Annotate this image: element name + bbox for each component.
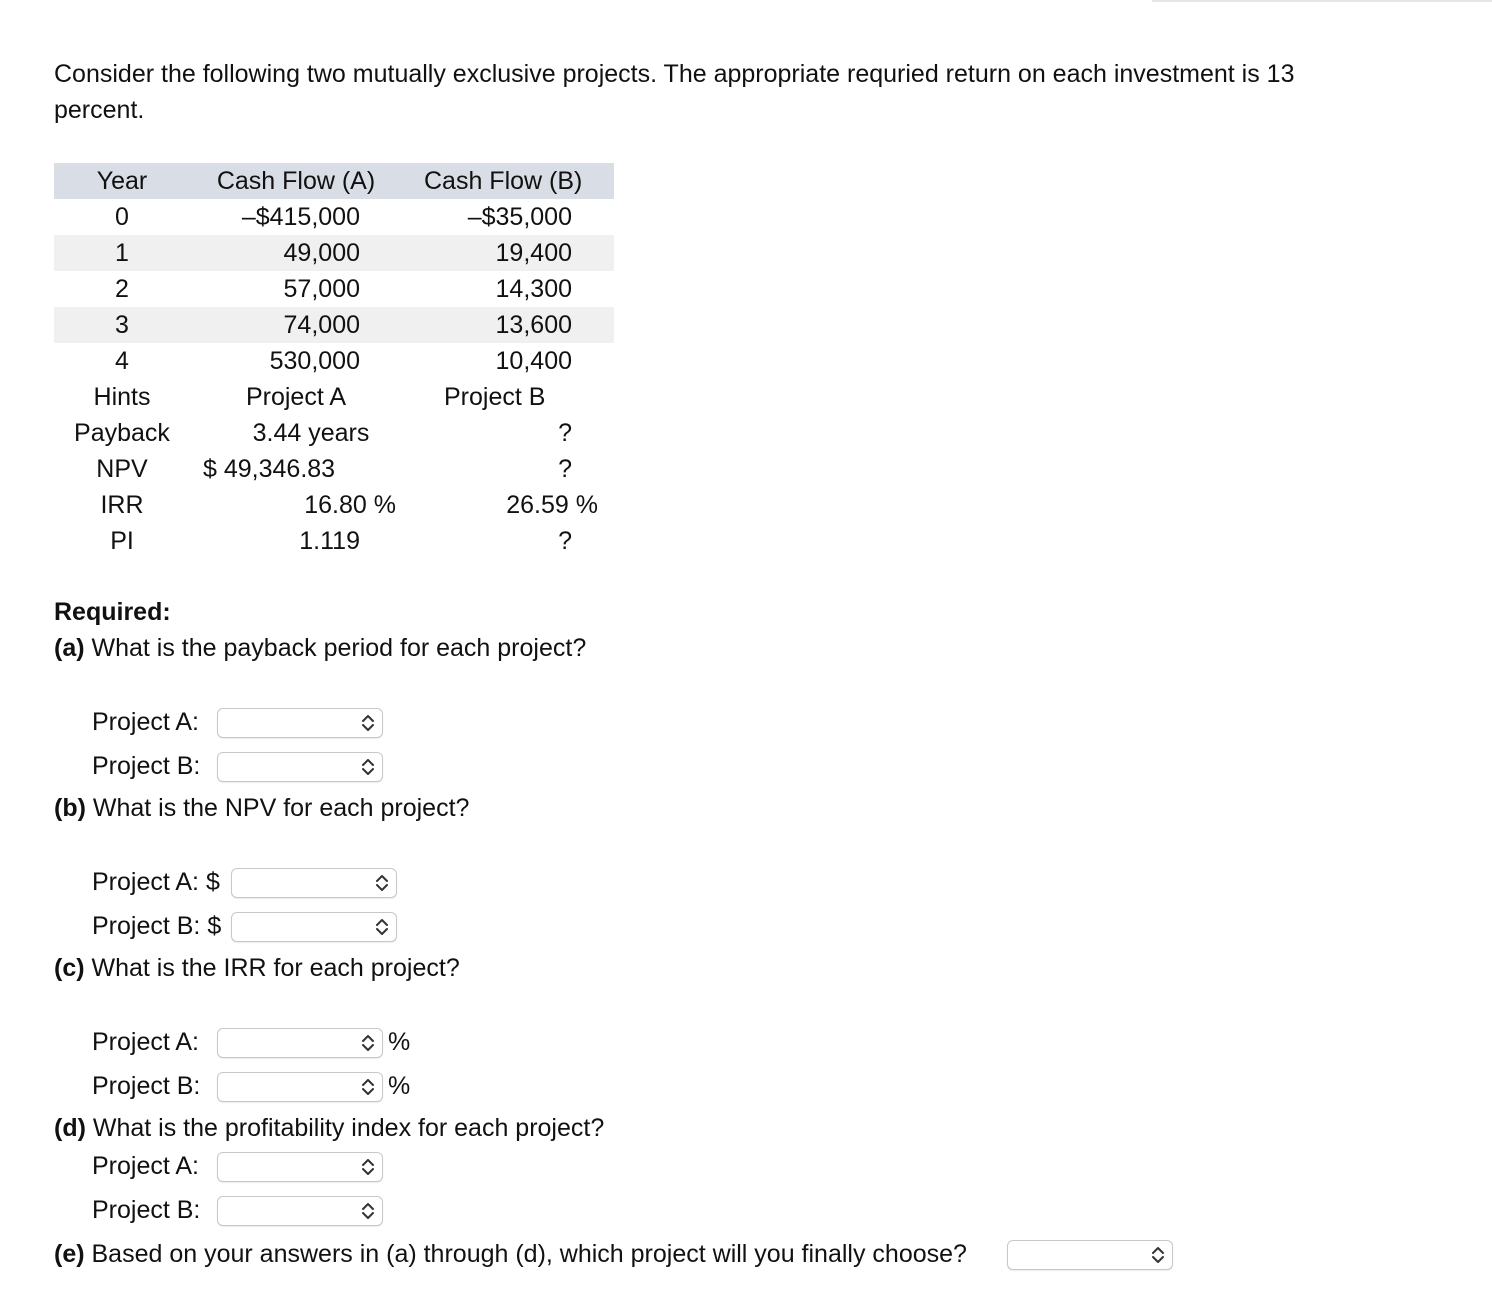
question-d-tag: (d) <box>54 1114 86 1142</box>
pi-project-a-select[interactable] <box>217 1152 383 1182</box>
irr-b-percent-suffix: % <box>388 1072 411 1100</box>
question-d <box>54 1110 604 1146</box>
question-c-tag: (c) <box>54 954 85 982</box>
question-a-tag: (a) <box>54 634 85 662</box>
table-row <box>54 307 614 343</box>
cash-flow-a-cell: 74,000 <box>190 307 402 343</box>
table-row <box>54 235 614 271</box>
cash-flow-a-cell: 49,000 <box>190 235 402 271</box>
updown-chevron-icon <box>1150 1245 1166 1265</box>
answer-b-project-a-label: Project A: $ <box>92 868 220 896</box>
payback-a-value: 3.44 years <box>252 418 370 447</box>
updown-chevron-icon <box>374 873 390 893</box>
payback-project-b-select[interactable] <box>217 752 383 782</box>
year-cell: 0 <box>115 202 129 231</box>
cash-flow-b-cell: 13,600 <box>402 307 614 343</box>
cash-flow-b-cell: 10,400 <box>495 346 572 375</box>
question-b-tag: (b) <box>54 794 86 822</box>
irr-project-a-select[interactable] <box>217 1028 383 1058</box>
cash-flow-b-cell: –$35,000 <box>467 202 572 231</box>
hints-label: Hints <box>93 382 151 411</box>
header-cash-flow-b: Cash Flow (B) <box>402 163 614 199</box>
intro-text: Consider the following two mutually exclusive projects. The appropriate requried return on each investment is 13 percent. <box>54 60 1295 124</box>
irr-a-percent-suffix: % <box>388 1028 411 1056</box>
question-d-text: What is the profitability index for each project? <box>85 1114 605 1142</box>
payback-project-a-select[interactable] <box>217 708 383 738</box>
answer-c-project-b-label: Project B: <box>92 1072 201 1100</box>
updown-chevron-icon <box>360 1201 376 1221</box>
updown-chevron-icon <box>360 757 376 777</box>
header-cash-flow-a: Cash Flow (A) <box>190 163 402 199</box>
pi-a-value: 1.119 <box>299 526 360 555</box>
hints-pi-row <box>54 523 614 559</box>
npv-label: NPV <box>96 454 148 483</box>
irr-label: IRR <box>100 490 144 519</box>
cash-flow-a-cell: –$415,000 <box>241 202 360 231</box>
cash-flow-b-cell: 14,300 <box>495 274 572 303</box>
answer-c-project-a-label: Project A: <box>92 1028 199 1056</box>
updown-chevron-icon <box>360 1077 376 1097</box>
question-b <box>54 790 469 826</box>
payback-b-value: ? <box>558 418 572 447</box>
updown-chevron-icon <box>360 1157 376 1177</box>
top-edge-line <box>1152 0 1492 2</box>
table-row <box>54 271 614 307</box>
hints-row <box>54 379 614 415</box>
required-label: Required: <box>54 598 171 626</box>
table-row <box>54 343 614 379</box>
npv-project-b-select[interactable] <box>231 912 397 942</box>
npv-a-value: $ 49,346.83 <box>203 454 336 483</box>
pi-project-b-select[interactable] <box>217 1196 383 1226</box>
table-header-row <box>54 163 614 199</box>
question-e <box>54 1236 967 1272</box>
hints-project-b: Project B <box>444 382 546 411</box>
irr-project-b-select[interactable] <box>217 1072 383 1102</box>
question-c-text: What is the IRR for each project? <box>84 954 460 982</box>
answer-a-project-a-label: Project A: <box>92 708 199 736</box>
pi-label: PI <box>110 526 134 555</box>
question-a-text: What is the payback period for each project? <box>84 634 587 662</box>
year-cell: 3 <box>54 307 190 343</box>
npv-project-a-select[interactable] <box>231 868 397 898</box>
cash-flow-table <box>54 163 614 559</box>
cash-flow-b-cell: 19,400 <box>402 235 614 271</box>
year-cell: 4 <box>115 346 129 375</box>
year-cell: 1 <box>54 235 190 271</box>
answer-d-project-a-label: Project A: <box>92 1152 199 1180</box>
answer-d-project-b-label: Project B: <box>92 1196 201 1224</box>
updown-chevron-icon <box>374 917 390 937</box>
cash-flow-a-cell: 530,000 <box>269 346 360 375</box>
updown-chevron-icon <box>360 713 376 733</box>
irr-b-value: 26.59 % <box>506 490 598 519</box>
question-c <box>54 950 460 986</box>
hints-payback-row <box>54 415 614 451</box>
npv-b-value: ? <box>558 454 572 483</box>
cash-flow-a-cell: 57,000 <box>283 274 360 303</box>
question-e-text: Based on your answers in (a) through (d), which project will you finally choose? <box>84 1240 967 1268</box>
pi-b-value: ? <box>558 526 572 555</box>
header-year: Year <box>54 163 190 199</box>
hints-irr-row <box>54 487 614 523</box>
question-e-tag: (e) <box>54 1240 85 1268</box>
year-cell: 2 <box>115 274 129 303</box>
hints-npv-row <box>54 451 614 487</box>
final-choice-select[interactable] <box>1007 1240 1173 1270</box>
answer-a-project-b-label: Project B: <box>92 752 201 780</box>
required-heading <box>54 594 171 630</box>
payback-label: Payback <box>74 418 170 447</box>
question-b-text: What is the NPV for each project? <box>85 794 470 822</box>
updown-chevron-icon <box>360 1033 376 1053</box>
answer-b-project-b-label: Project B: $ <box>92 912 222 940</box>
question-a <box>54 630 586 666</box>
irr-a-value: 16.80 % <box>304 490 396 519</box>
table-row <box>54 199 614 235</box>
hints-project-a: Project A <box>245 382 347 411</box>
